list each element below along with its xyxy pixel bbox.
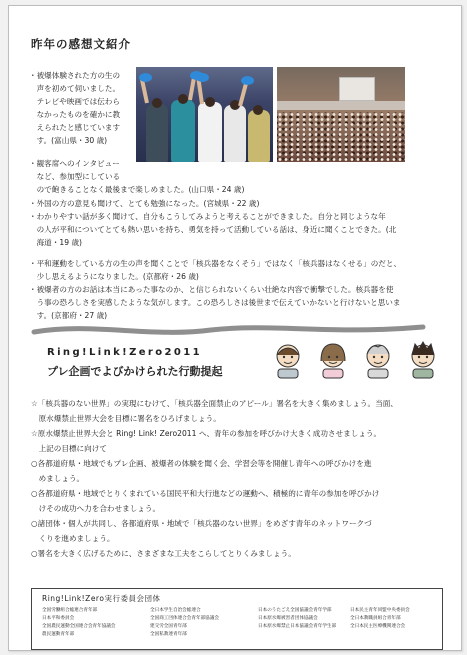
organizer-title: Ring!Link!Zero実行委員会団体 [42,594,161,603]
entry-line: う事の恐ろしさを実感したような気がします。この恐ろしさは後世まで伝えていかないと行けないと思いま [29,298,401,307]
organizer-item: 日本原水爆禁止日本協議会青年学生部 [258,624,337,629]
entry-line: など、参加型にしている [29,172,121,181]
organizer-item: 全国労働組合総連合青年部 [42,608,98,613]
goal-line: ○各都道府県・地域でもプレ企画、被爆者の体験を聞く会、学習会等を開催し青年への呼びかけを進 [31,459,372,468]
squiggle-divider-icon [31,320,426,340]
organizer-item [350,631,437,638]
cartoon-faces [272,339,440,379]
entry-line: 少し思えるようになりました。(京都府・26 歳) [29,272,199,281]
goal-line: けその成功へ力を合わせましょう。 [31,504,161,513]
organizer-item: 全日本民主医療機関連合会 [350,624,406,629]
organizer-box [31,588,443,650]
entry-line: ・観客席へのインタビュー [29,159,120,168]
entry-line: の人が平和についてとても熱い思いを持ち、勇気を持って活動している話は、身近に聞くことできた。(北 [29,225,397,234]
organizer-item: 日本民主青年同盟中央委員会 [350,608,410,613]
entry-5 [29,283,434,322]
entry-line: ので飽きることなく最後まで楽しめました。(山口県・24 歳) [29,185,245,194]
entry-line: ・被爆者の方のお話は本当にあった事なのか、と信じられないくらい壮絶な内容で衝撃でした。核兵器を使 [29,285,394,294]
entry-line: す。(京都府・27 歳) [29,311,108,320]
goal-line: くりを進めましょう。 [31,534,115,543]
document-page [8,5,462,651]
campaign-subtitle: プレ企画でよびかけられた行動提起 [47,365,223,378]
goal-line: ☆「核兵器のない世界」の実現にむけて、「核兵器全面禁止のアピール」署名を大きく集めましょう。当面、 [31,399,398,408]
goal-line: ○諸団体・個人が共同し、各都道府県・地域で「核兵器のない世界」をめざす青年のネットワークづ [31,519,372,528]
entry-line: ・平和運動をしている方の生の声を聞くことで「核兵器をなくそう」ではなく「核兵器はなくせる」のだと、 [29,259,402,268]
entry-line: す。(富山県・30 歳) [29,136,108,145]
organizer-item: 全日本教職員組合青年部 [350,616,401,621]
cartoon-face-icon [362,339,395,379]
organizer-item: 全国私教連青年部 [150,632,187,637]
entry-line: ・わかりやすい話が多く聞けて、自分もこうしてみようと考えることができました。自分と同じような年 [29,212,386,221]
action-goals [31,396,441,561]
organizer-item: 日本平和委員会 [42,616,75,621]
goal-line: ○各都道府県・地域でとりくまれている国民平和大行進などの運動へ、積極的に青年の参加を呼びかけ [31,489,380,498]
organizer-list [42,607,437,638]
entry-3 [29,197,434,249]
organizer-item: 日本原水爆被害者団体協議会 [258,616,318,621]
cartoon-face-icon [317,339,350,379]
goal-line: ○署名を大きく広げるために、さまざまな工夫をこらしてとりくみましょう。 [31,549,296,558]
cartoon-face-icon [407,339,440,379]
organizer-item [258,631,350,638]
entry-line: ・被爆体験された方の生の [29,71,121,80]
organizer-item: 建交労全国青年部 [150,624,187,629]
cartoon-face-icon [272,339,305,379]
goal-line: めましょう。 [31,474,85,483]
entry-line: ・外国の方の意見も聞けて、とても勉強になった。(宮城県・22 歳) [29,199,260,208]
organizer-item: 全国農民運動全国連合会青年協議会 [42,624,116,629]
entry-1 [29,69,434,147]
goal-line: ☆原水爆禁止世界大会と Ring! Link! Zero2011 へ、青年の参加を呼びかけ大きく成功させましょう。 [31,429,382,438]
organizer-item: 全国商工団体連合会青年部協議会 [150,616,219,621]
entry-2 [29,157,434,196]
campaign-name: Ring!Link!Zero2011 [47,347,202,358]
organizer-item: 日本のうたごえ全国協議会青年学部 [258,608,332,613]
organizer-item: 農民運動青年部 [42,632,75,637]
entry-line: テレビや映画では伝わら [29,97,120,106]
entry-line: なかったものを確かに教 [29,110,121,119]
entry-line: えられたと感じています [29,123,121,132]
goal-line: 原水爆禁止世界大会を目標に署名をひろげましょう。 [31,414,221,423]
entry-4 [29,257,434,283]
entry-line: 声を初めて伺いました。 [29,84,121,93]
organizer-item: 全日本学生自治会総連合 [150,608,201,613]
entry-line: 海道・19 歳) [29,238,83,247]
goal-line: 上記の目標に向けて [31,444,107,453]
section-title: 昨年の感想文紹介 [31,37,131,51]
